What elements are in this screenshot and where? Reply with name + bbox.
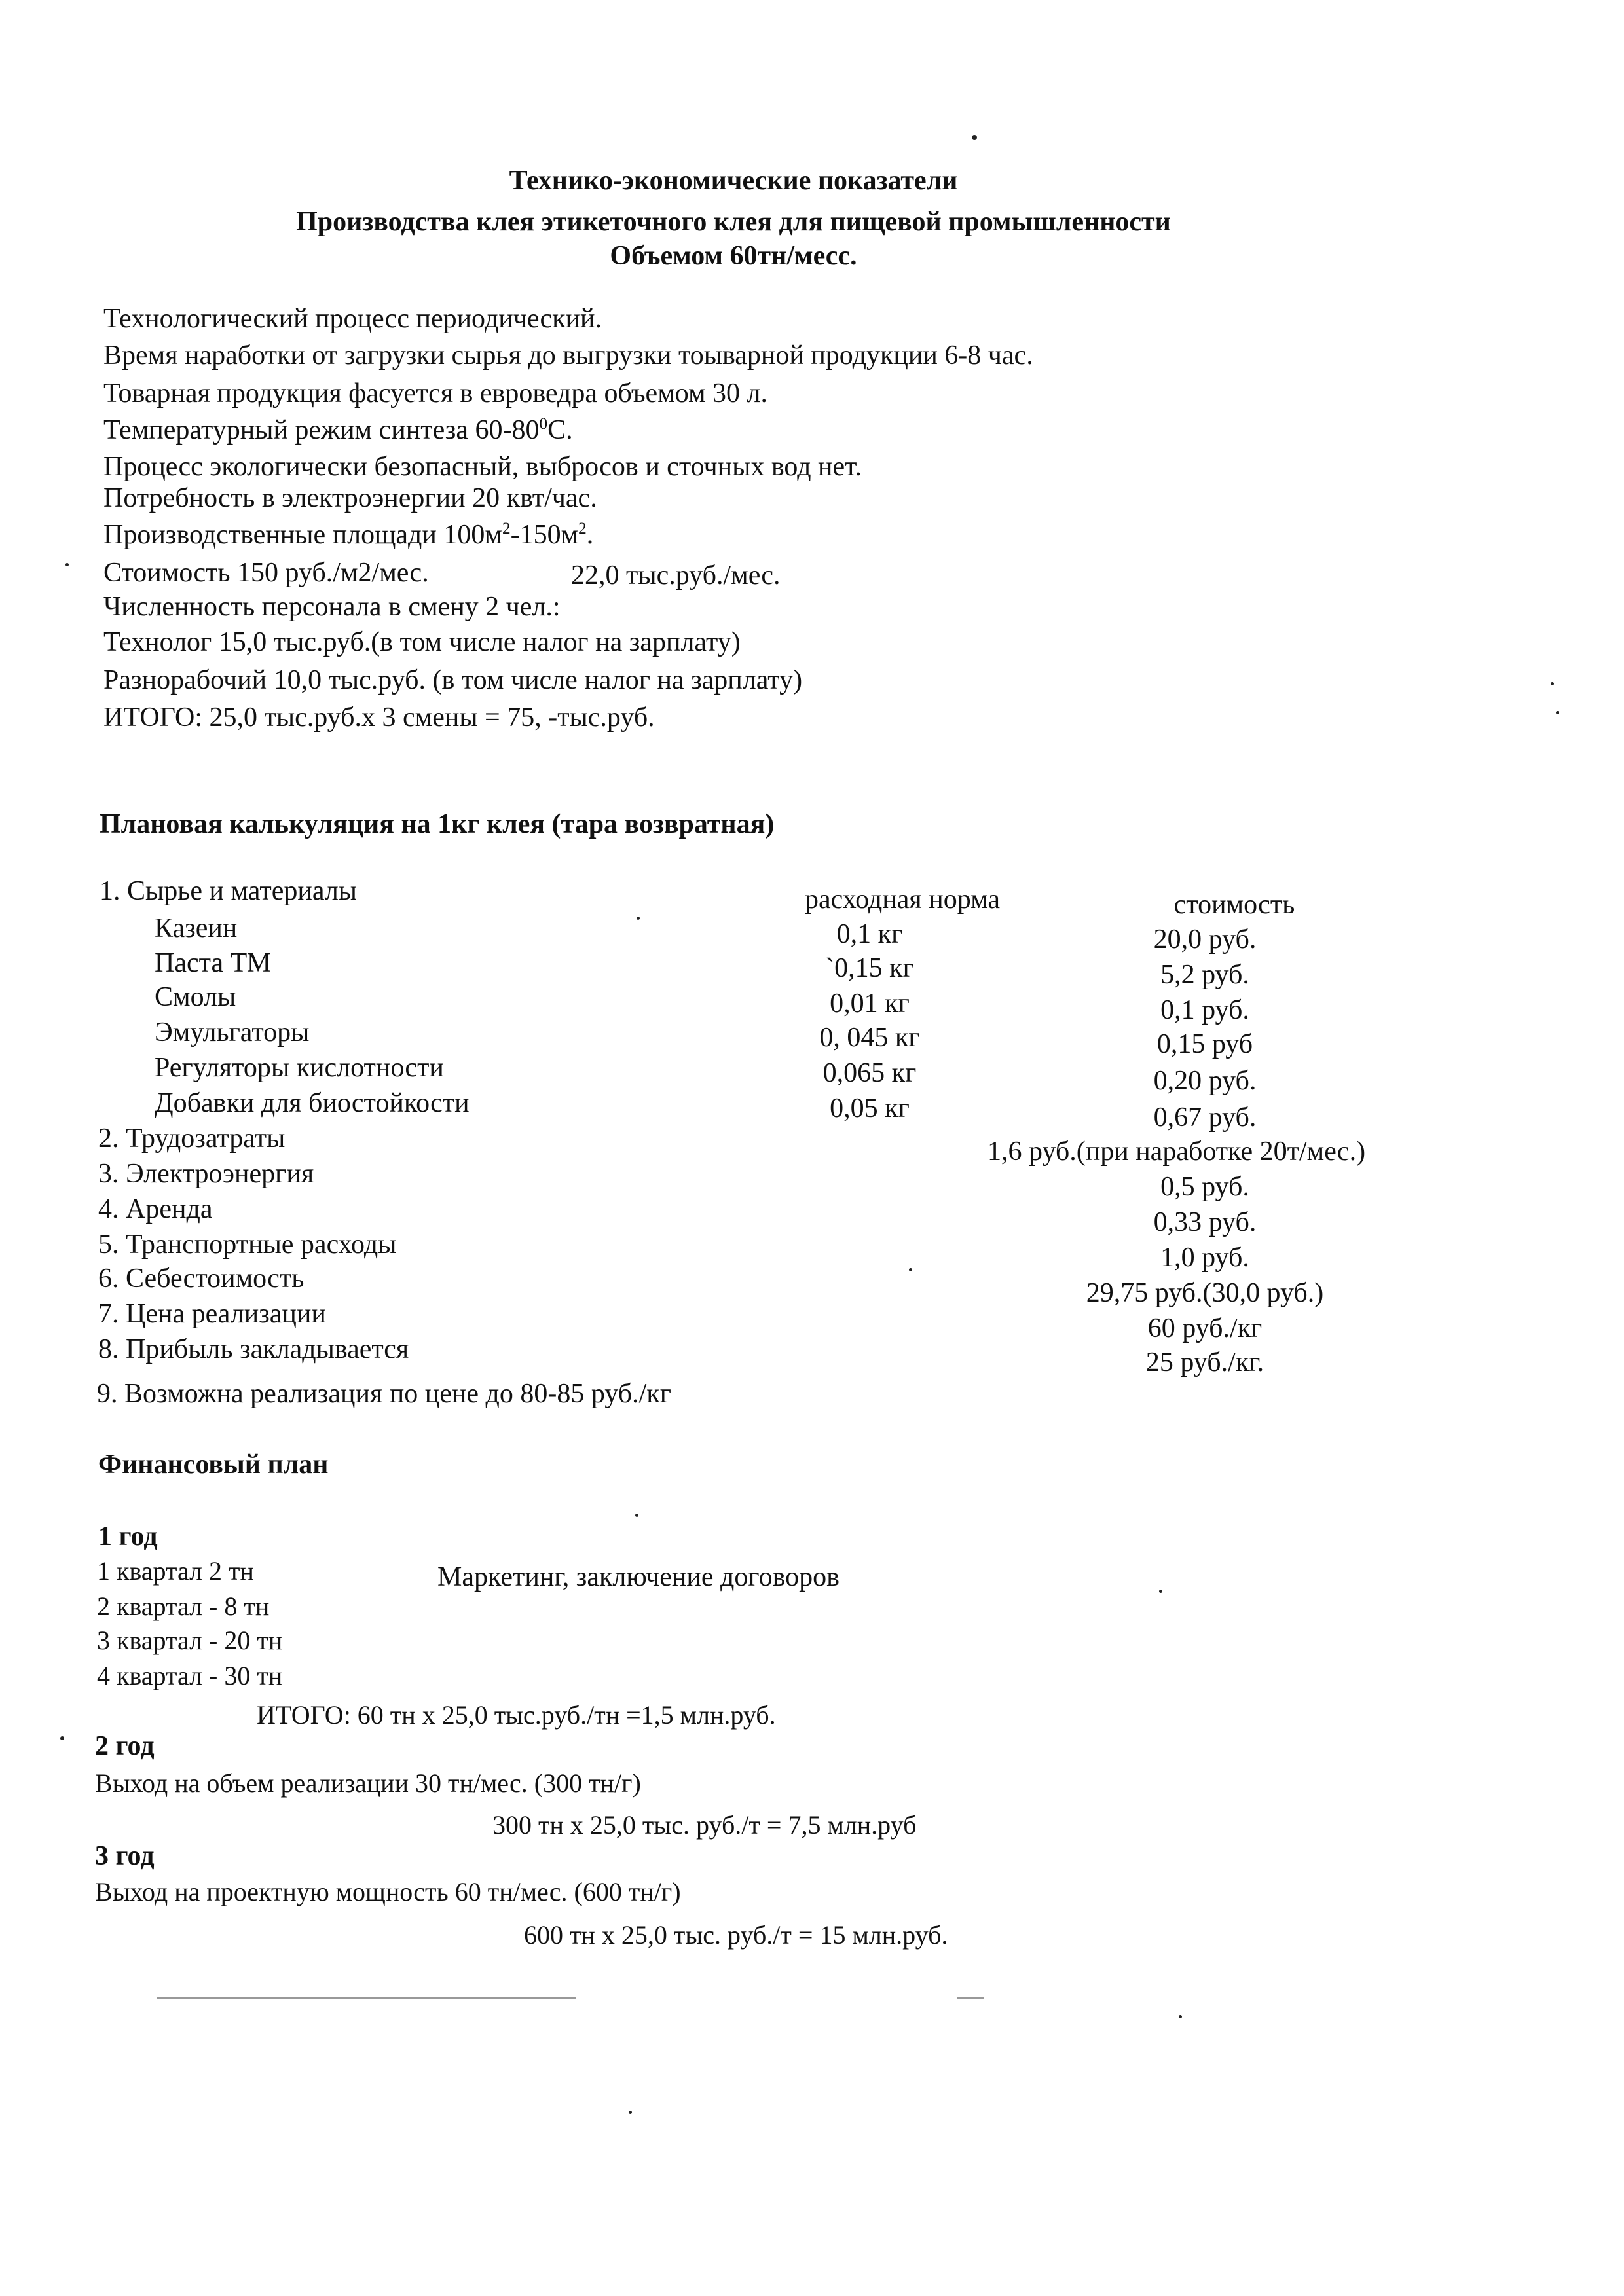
finance-year2-calc: 300 тн х 25,0 тыс. руб./т = 7,5 млн.руб [492, 1810, 917, 1840]
calc-col-header-norm: расходная норма [805, 884, 1000, 915]
scan-speck [629, 2111, 632, 2114]
finance-year3-text: Выход на проектную мощность 60 тн/мес. (600 тн/г) [95, 1877, 681, 1906]
finance-year1-total: ИТОГО: 60 тн х 25,0 тыс.руб./тн =1,5 млн.руб. [257, 1700, 776, 1730]
calc-materials-label: 1. Сырье и материалы [100, 876, 358, 906]
scan-speck [65, 563, 69, 566]
calc-item-label: 8. Прибыль закладывается [98, 1334, 409, 1364]
material-cost: 20,0 руб. [1153, 924, 1257, 955]
material-norm: 0,01 кг [830, 989, 910, 1019]
material-norm: `0,15 кг [825, 953, 914, 983]
intro-line-technologist: Технолог 15,0 тыс.руб.(в том числе налог на зарплату) [103, 627, 741, 657]
material-name: Добавки для биостойкости [155, 1088, 470, 1118]
calc-note-price: 9. Возможна реализация по цене до 80-85 руб./кг [97, 1379, 671, 1409]
material-name: Эмульгаторы [155, 1017, 310, 1048]
calc-item-cost: 25 руб./кг. [1145, 1347, 1264, 1377]
doc-title-line2: Производства клея этикеточного клея для пищевой промышленности [296, 207, 1171, 237]
material-cost: 0,1 руб. [1160, 995, 1249, 1025]
calc-item-cost: 60 руб./кг [1147, 1313, 1263, 1343]
scan-speck [60, 1736, 64, 1740]
finance-year1-heading: 1 год [98, 1522, 158, 1552]
calc-item-label: 7. Цена реализации [98, 1299, 326, 1329]
calc-item-cost: 0,5 руб. [1160, 1172, 1249, 1202]
finance-year3-heading: 3 год [95, 1841, 155, 1871]
material-cost: 0,20 руб. [1153, 1066, 1257, 1096]
scan-speck [637, 917, 640, 920]
finance-q1: 1 квартал 2 тн [97, 1556, 254, 1586]
finance-q4: 4 квартал - 30 тн [97, 1661, 283, 1690]
material-name: Паста ТМ [155, 948, 272, 978]
intro-line-area: Производственные площади $100м^2-150м^2$. [103, 520, 594, 550]
scan-speck [1551, 682, 1554, 685]
calc-item-label: 4. Аренда [98, 1194, 213, 1224]
calc-section-title: Плановая калькуляция на 1кг клея (тара возвратная) [100, 809, 775, 839]
material-name: Казеин [155, 913, 238, 943]
scan-speck [972, 135, 977, 140]
scan-speck [909, 1268, 912, 1271]
intro-line-ecology: Процесс экологически безопасный, выбросов и сточных вод нет. [103, 452, 862, 482]
doc-title-line3: Объемом 60тн/месс. [610, 241, 857, 271]
intro-line-time: Время наработки от загрузки сырья до выгрузки тоыварной продукции 6-8 час. [103, 340, 1033, 371]
intro-line-process: Технологический процесс периодический. [103, 304, 602, 334]
intro-line-packing: Товарная продукция фасуется в евроведра объемом 30 л. [103, 378, 768, 409]
scan-smudge [157, 1997, 576, 1999]
calc-item-cost: 29,75 руб.(30,0 руб.) [1086, 1278, 1324, 1308]
calc-item-cost: 1,6 руб.(при наработке 20т/мес.) [987, 1137, 1366, 1167]
finance-year2-heading: 2 год [95, 1731, 155, 1761]
material-cost: 0,67 руб. [1153, 1102, 1257, 1133]
finance-q3: 3 квартал - 20 тн [97, 1626, 283, 1655]
material-cost: 5,2 руб. [1160, 960, 1249, 990]
calc-col-header-cost: стоимость [1173, 890, 1295, 920]
intro-line-rent-total: 22,0 тыс.руб./мес. [571, 560, 781, 591]
material-norm: 0, 045 кг [819, 1023, 920, 1053]
material-norm: 0,05 кг [830, 1093, 910, 1123]
finance-section-title: Финансовый план [98, 1449, 329, 1480]
scan-speck [1179, 2015, 1182, 2018]
intro-line-power: Потребность в электроэнергии 20 квт/час. [103, 483, 597, 513]
scan-speck [1159, 1590, 1162, 1593]
scan-speck [1556, 711, 1559, 714]
finance-year2-text: Выход на объем реализации 30 тн/мес. (300 тн/г) [95, 1768, 641, 1798]
doc-title-line1: Технико-экономические показатели [509, 166, 958, 196]
intro-line-rent-rate: Стоимость 150 руб./м2/мес. [103, 558, 429, 588]
finance-q2: 2 квартал - 8 тн [97, 1592, 270, 1621]
intro-line-staff: Численность персонала в смену 2 чел.: [103, 592, 561, 622]
calc-item-label: 3. Электроэнергия [98, 1159, 314, 1189]
material-norm: 0,1 кг [836, 919, 903, 949]
material-norm: 0,065 кг [822, 1058, 917, 1088]
calc-item-label: 6. Себестоимость [98, 1264, 304, 1294]
calc-item-label: 5. Транспортные расходы [98, 1230, 397, 1260]
material-name: Смолы [155, 982, 236, 1012]
intro-line-total: ИТОГО: 25,0 тыс.руб.х 3 смены = 75, -тыс.руб. [103, 702, 655, 733]
calc-item-cost: 0,33 руб. [1153, 1207, 1257, 1237]
material-cost: 0,15 руб [1156, 1029, 1253, 1059]
material-name: Регуляторы кислотности [155, 1053, 444, 1083]
finance-q1-note: Маркетинг, заключение договоров [437, 1562, 840, 1592]
scan-speck [635, 1514, 638, 1517]
intro-line-worker: Разнорабочий 10,0 тыс.руб. (в том числе налог на зарплату) [103, 665, 803, 695]
intro-line-temperature: Температурный режим синтеза $60-80^0С$. [103, 415, 573, 445]
finance-year3-calc: 600 тн х 25,0 тыс. руб./т = 15 млн.руб. [524, 1920, 948, 1950]
calc-item-label: 2. Трудозатраты [98, 1123, 286, 1154]
calc-item-cost: 1,0 руб. [1160, 1243, 1249, 1273]
scan-smudge [957, 1997, 984, 1999]
